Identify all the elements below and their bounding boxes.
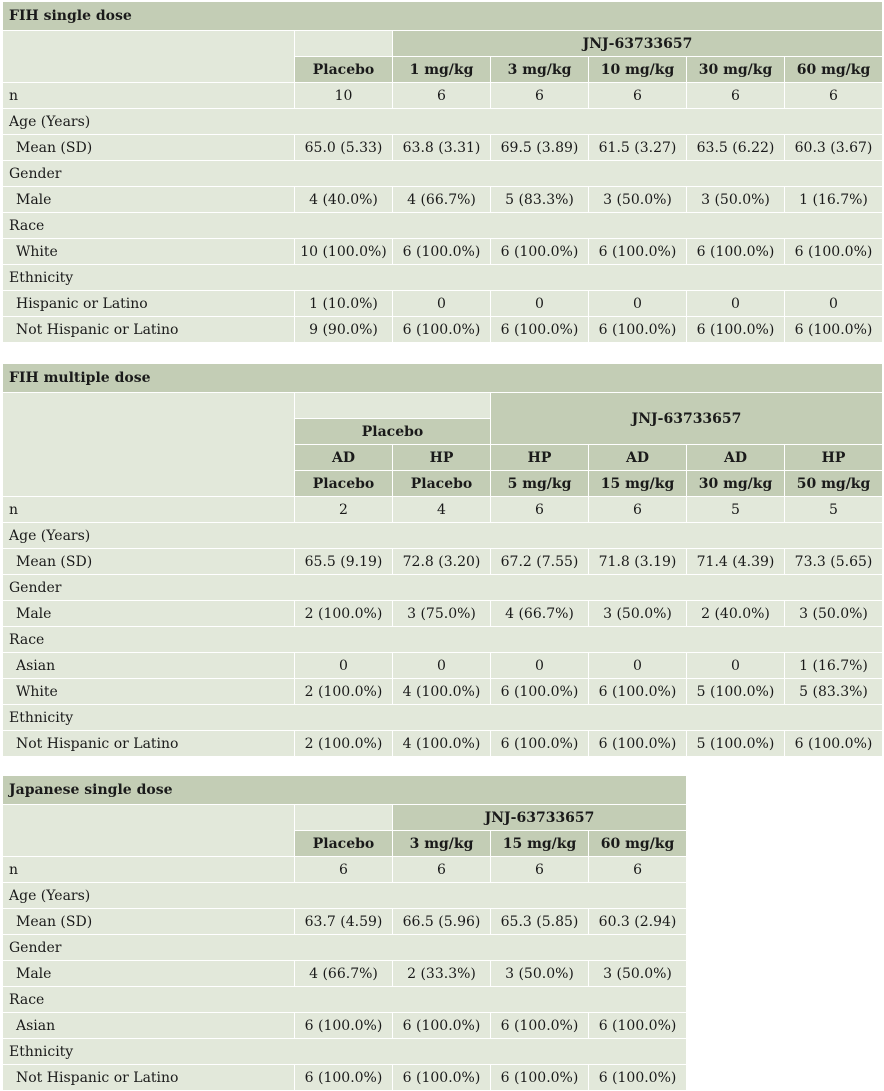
category-label: Race — [3, 213, 883, 239]
value-cell: 6 (100.0%) — [785, 731, 883, 757]
row-label: Not Hispanic or Latino — [3, 1065, 295, 1091]
table-row — [3, 1065, 687, 1091]
value-cell: 10 — [295, 83, 393, 109]
value-cell: 2 (33.3%) — [393, 961, 491, 987]
value-cell: 6 (100.0%) — [393, 239, 491, 265]
value-cell: 6 — [295, 857, 393, 883]
row-label: White — [3, 239, 295, 265]
value-cell: 63.5 (6.22) — [687, 135, 785, 161]
header-corner — [3, 393, 295, 497]
value-cell: 6 (100.0%) — [687, 317, 785, 343]
column-header: 3 mg/kg — [491, 57, 589, 83]
row-label: Hispanic or Latino — [3, 291, 295, 317]
table-row — [3, 1013, 687, 1039]
value-cell: 6 (100.0%) — [589, 1065, 687, 1091]
category-label: Race — [3, 627, 883, 653]
value-cell: 69.5 (3.89) — [491, 135, 589, 161]
row-label: Male — [3, 601, 295, 627]
table-row — [3, 731, 883, 757]
value-cell: 3 (50.0%) — [491, 961, 589, 987]
value-cell: 0 — [393, 653, 491, 679]
table-row — [3, 679, 883, 705]
value-cell: 2 (40.0%) — [687, 601, 785, 627]
value-cell: 1 (16.7%) — [785, 187, 883, 213]
category-row — [3, 935, 687, 961]
row-label: Male — [3, 187, 295, 213]
value-cell: 65.5 (9.19) — [295, 549, 393, 575]
value-cell: 3 (75.0%) — [393, 601, 491, 627]
value-cell: 6 (100.0%) — [393, 1065, 491, 1091]
header-spacer — [295, 393, 491, 419]
column-header: HP — [393, 445, 491, 471]
value-cell: 4 (40.0%) — [295, 187, 393, 213]
value-cell: 6 (100.0%) — [491, 679, 589, 705]
value-cell: 6 — [589, 83, 687, 109]
value-cell: 0 — [295, 653, 393, 679]
value-cell: 2 (100.0%) — [295, 601, 393, 627]
value-cell: 4 (100.0%) — [393, 731, 491, 757]
column-header: 10 mg/kg — [589, 57, 687, 83]
value-cell: 63.7 (4.59) — [295, 909, 393, 935]
value-cell: 6 — [393, 857, 491, 883]
column-header: 5 mg/kg — [491, 471, 589, 497]
value-cell: 4 (66.7%) — [393, 187, 491, 213]
value-cell: 0 — [687, 653, 785, 679]
column-header: 3 mg/kg — [393, 831, 491, 857]
value-cell: 5 (83.3%) — [491, 187, 589, 213]
table-row — [3, 497, 883, 523]
value-cell: 6 (100.0%) — [687, 239, 785, 265]
value-cell: 3 (50.0%) — [589, 961, 687, 987]
category-row — [3, 705, 883, 731]
table-title: FIH single dose — [3, 2, 883, 31]
table-row — [3, 83, 883, 109]
value-cell: 6 (100.0%) — [491, 1013, 589, 1039]
table-row — [3, 135, 883, 161]
value-cell: 5 — [687, 497, 785, 523]
column-header: 50 mg/kg — [785, 471, 883, 497]
table-row — [3, 239, 883, 265]
value-cell: 6 (100.0%) — [491, 731, 589, 757]
value-cell: 6 (100.0%) — [491, 239, 589, 265]
row-label: n — [3, 857, 295, 883]
value-cell: 3 (50.0%) — [687, 187, 785, 213]
value-cell: 6 — [589, 857, 687, 883]
drug-header: JNJ-63733657 — [393, 805, 687, 831]
column-header: Placebo — [295, 471, 393, 497]
value-cell: 72.8 (3.20) — [393, 549, 491, 575]
drug-header: JNJ-63733657 — [491, 393, 883, 445]
value-cell: 6 (100.0%) — [393, 1013, 491, 1039]
header-spacer — [295, 805, 393, 831]
category-row — [3, 213, 883, 239]
category-row — [3, 523, 883, 549]
row-label: Asian — [3, 653, 295, 679]
value-cell: 66.5 (5.96) — [393, 909, 491, 935]
value-cell: 6 — [393, 83, 491, 109]
value-cell: 0 — [393, 291, 491, 317]
value-cell: 61.5 (3.27) — [589, 135, 687, 161]
value-cell: 6 (100.0%) — [589, 731, 687, 757]
value-cell: 5 (100.0%) — [687, 679, 785, 705]
category-row — [3, 161, 883, 187]
row-label: Not Hispanic or Latino — [3, 731, 295, 757]
table-row — [3, 187, 883, 213]
value-cell: 6 — [491, 83, 589, 109]
column-header: 15 mg/kg — [589, 471, 687, 497]
category-label: Age (Years) — [3, 883, 687, 909]
value-cell: 5 (100.0%) — [687, 731, 785, 757]
column-header: HP — [785, 445, 883, 471]
value-cell: 2 (100.0%) — [295, 679, 393, 705]
category-row — [3, 265, 883, 291]
category-row — [3, 627, 883, 653]
category-label: Age (Years) — [3, 523, 883, 549]
row-label: n — [3, 83, 295, 109]
table-row — [3, 549, 883, 575]
value-cell: 6 (100.0%) — [393, 317, 491, 343]
header-corner — [3, 805, 295, 857]
value-cell: 2 — [295, 497, 393, 523]
category-row — [3, 1039, 687, 1065]
column-header: Placebo — [295, 831, 393, 857]
value-cell: 5 — [785, 497, 883, 523]
category-label: Age (Years) — [3, 109, 883, 135]
table-row — [3, 291, 883, 317]
value-cell: 4 (66.7%) — [491, 601, 589, 627]
column-header: 30 mg/kg — [687, 57, 785, 83]
value-cell: 6 (100.0%) — [785, 317, 883, 343]
value-cell: 5 (83.3%) — [785, 679, 883, 705]
column-header: Placebo — [295, 57, 393, 83]
row-label: Mean (SD) — [3, 549, 295, 575]
category-label: Ethnicity — [3, 265, 883, 291]
value-cell: 71.4 (4.39) — [687, 549, 785, 575]
row-label: Mean (SD) — [3, 909, 295, 935]
value-cell: 63.8 (3.31) — [393, 135, 491, 161]
value-cell: 6 — [785, 83, 883, 109]
value-cell: 6 (100.0%) — [491, 317, 589, 343]
value-cell: 6 — [687, 83, 785, 109]
table-row — [3, 909, 687, 935]
category-row — [3, 575, 883, 601]
value-cell: 60.3 (2.94) — [589, 909, 687, 935]
table-row — [3, 601, 883, 627]
column-header: AD — [295, 445, 393, 471]
value-cell: 3 (50.0%) — [589, 601, 687, 627]
row-label: White — [3, 679, 295, 705]
category-label: Gender — [3, 935, 687, 961]
value-cell: 6 (100.0%) — [295, 1013, 393, 1039]
table-row — [3, 317, 883, 343]
value-cell: 6 — [589, 497, 687, 523]
value-cell: 4 — [393, 497, 491, 523]
row-label: Not Hispanic or Latino — [3, 317, 295, 343]
value-cell: 1 (16.7%) — [785, 653, 883, 679]
column-header: Placebo — [393, 471, 491, 497]
value-cell: 6 (100.0%) — [589, 239, 687, 265]
drug-header: JNJ-63733657 — [393, 31, 883, 57]
value-cell: 73.3 (5.65) — [785, 549, 883, 575]
category-row — [3, 883, 687, 909]
value-cell: 6 (100.0%) — [589, 679, 687, 705]
category-label: Race — [3, 987, 687, 1013]
value-cell: 3 (50.0%) — [785, 601, 883, 627]
value-cell: 0 — [589, 291, 687, 317]
value-cell: 2 (100.0%) — [295, 731, 393, 757]
column-header: 1 mg/kg — [393, 57, 491, 83]
value-cell: 4 (100.0%) — [393, 679, 491, 705]
category-label: Gender — [3, 575, 883, 601]
category-label: Gender — [3, 161, 883, 187]
value-cell: 6 — [491, 497, 589, 523]
value-cell: 1 (10.0%) — [295, 291, 393, 317]
value-cell: 67.2 (7.55) — [491, 549, 589, 575]
table-row — [3, 961, 687, 987]
value-cell: 0 — [589, 653, 687, 679]
column-header: 30 mg/kg — [687, 471, 785, 497]
table-title: Japanese single dose — [3, 776, 687, 805]
value-cell: 6 (100.0%) — [785, 239, 883, 265]
value-cell: 60.3 (3.67) — [785, 135, 883, 161]
value-cell: 9 (90.0%) — [295, 317, 393, 343]
table-title: FIH multiple dose — [3, 364, 883, 393]
placebo-group-header: Placebo — [295, 419, 491, 445]
column-header: 60 mg/kg — [785, 57, 883, 83]
fih-single-dose-table — [2, 1, 883, 343]
value-cell: 6 (100.0%) — [589, 1013, 687, 1039]
row-label: Asian — [3, 1013, 295, 1039]
value-cell: 65.3 (5.85) — [491, 909, 589, 935]
value-cell: 6 — [491, 857, 589, 883]
value-cell: 6 (100.0%) — [295, 1065, 393, 1091]
category-label: Ethnicity — [3, 1039, 687, 1065]
value-cell: 4 (66.7%) — [295, 961, 393, 987]
column-header: 60 mg/kg — [589, 831, 687, 857]
header-corner — [3, 31, 295, 83]
category-label: Ethnicity — [3, 705, 883, 731]
value-cell: 0 — [491, 291, 589, 317]
column-header: AD — [687, 445, 785, 471]
value-cell: 6 (100.0%) — [491, 1065, 589, 1091]
fih-multiple-dose-table — [2, 363, 883, 757]
value-cell: 0 — [687, 291, 785, 317]
row-label: n — [3, 497, 295, 523]
value-cell: 0 — [785, 291, 883, 317]
value-cell: 6 (100.0%) — [589, 317, 687, 343]
column-header: 15 mg/kg — [491, 831, 589, 857]
category-row — [3, 109, 883, 135]
column-header: AD — [589, 445, 687, 471]
japanese-single-dose-table — [2, 775, 687, 1091]
row-label: Male — [3, 961, 295, 987]
value-cell: 65.0 (5.33) — [295, 135, 393, 161]
table-row — [3, 653, 883, 679]
value-cell: 3 (50.0%) — [589, 187, 687, 213]
table-row — [3, 857, 687, 883]
row-label: Mean (SD) — [3, 135, 295, 161]
value-cell: 0 — [491, 653, 589, 679]
category-row — [3, 987, 687, 1013]
header-spacer — [295, 31, 393, 57]
column-header: HP — [491, 445, 589, 471]
value-cell: 71.8 (3.19) — [589, 549, 687, 575]
value-cell: 10 (100.0%) — [295, 239, 393, 265]
